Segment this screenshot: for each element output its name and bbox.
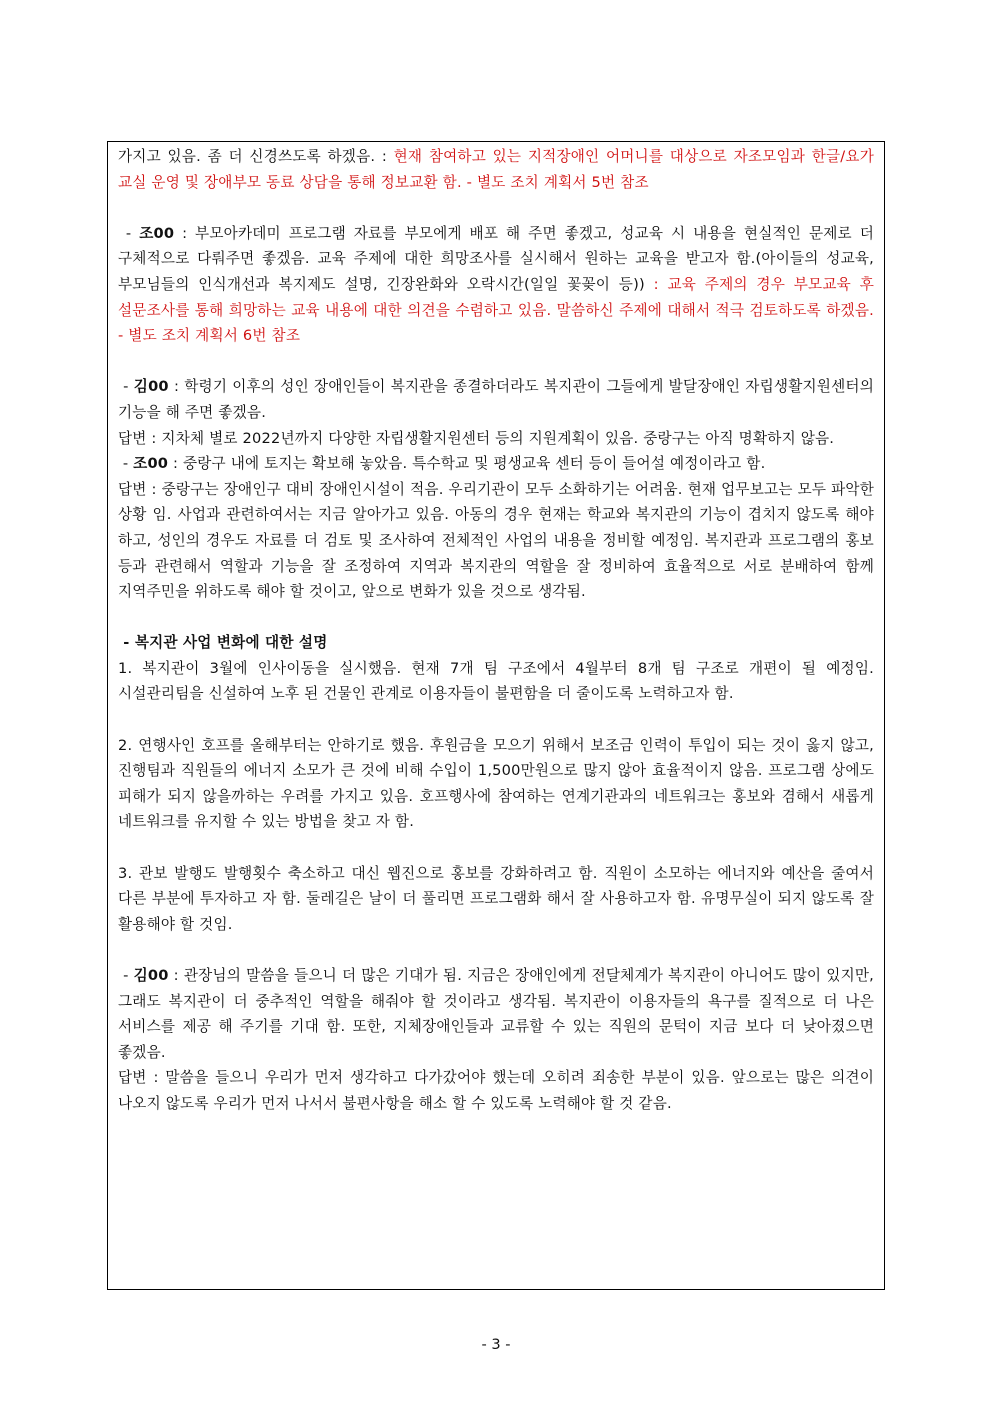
paragraph: [118, 477, 879, 605]
minutes-content-box: [107, 141, 885, 1290]
text-run: : 학령기 이후의 성인 장애인들이 복지관을 종결하더라도 복지관이 그들에게 발달장애인 자립생활지원센터의 기능을 해 주면 좋겠음.: [118, 378, 879, 421]
blank-line: [118, 349, 874, 375]
speaker-label: - 복지관 사업 변화에 대한 설명: [118, 634, 328, 652]
text-run: : 중랑구 내에 토지는 확보해 놓았음. 특수학교 및 평생교육 센터 등이 들어설 예정이라고 함.: [168, 455, 766, 473]
speaker-label: 김00: [133, 378, 169, 396]
text-run: 3. 관보 발행도 발행횟수 축소하고 대신 웹진으로 홍보를 강화하려고 함. 직원이 소모하는 에너지와 예산을 줄여서 다른 부분에 투자하고 자 함. 둘레길은 날이 더 풀리면 프로그램화 해서 잘 사용하고자 함. 유명무실이 되지 않도록 잘 활용해야 할 것임.: [118, 864, 879, 933]
text-run: -: [118, 455, 134, 473]
paragraph: [118, 1065, 879, 1116]
speaker-label: 김00: [133, 967, 169, 984]
page-number: - 3 -: [481, 1336, 511, 1353]
text-run: 가지고 있음. 좀 더 신경쓰도록 하겠음. :: [118, 148, 394, 165]
paragraph: [118, 221, 879, 349]
text-run: 1. 복지관이 3월에 인사이동을 실시했음. 현재 7개 팀 구조에서 4월부터 8개 팀 구조로 개편이 될 예정임. 시설관리팀을 신설하여 노후 된 건물인 관계로 이용자들이 불편함을 더 줄이도록 노력하고자 함.: [118, 659, 879, 703]
text-run: -: [118, 967, 134, 984]
blank-line: [118, 835, 874, 861]
text-run: -: [118, 378, 134, 396]
blank-line: [118, 195, 874, 221]
paragraph: [118, 451, 874, 477]
response-text-red: 현재 참여하고 있는 지적장애인 어머니를 대상으로 자조모임과 한글/요가 교실 운영 및 장애부모 동료 상담을 통해 정보교환 함. - 별도 조치 계획서 5번 참조: [118, 148, 879, 191]
text-run: 답변 : 말씀을 들으니 우리가 먼저 생각하고 다가갔어야 했는데 오히려 죄송한 부분이 있음. 앞으로는 많은 의견이 나오지 않도록 우리가 먼저 나서서 불편사항을 해소 할 수 있도록 노력해야 할 것 같음.: [118, 1069, 879, 1112]
text-run: 답변 : 중랑구는 장애인구 대비 장애인시설이 적음. 우리기관이 모두 소화하기는 어려움. 현재 업무보고는 모두 파악한 상황 임. 사업과 관련하여서는 지금 알아가고 있음. 아동의 경우 현재는 학교와 복지관의 기능이 겹치지 않도록 해야 하고, 성인의 경우도 자료를 더 검토 및 조사하여 전체적인 사업의 내용을 정비할 예정임. 복지관과 프로그램의 홍보 등과 관련해서 역할과 기능을 잘 조정하여 지역과 복지관의 역할을 잘 정비하여 효율적으로 서로 분배하여 함께 지역주민을 위하도록 해야 할 것이고, 앞으로 변화가 있을 것으로 생각됨.: [118, 480, 879, 601]
text-run: 2. 연행사인 호프를 올해부터는 안하기로 했음. 후원금을 모으기 위해서 보조금 인력이 투입이 되는 것이 옳지 않고, 진행팀과 직원들의 에너지 소모가 큰 것에 비해 수입이 1,500만원으로 많지 않아 효율적이지 않음. 프로그램 상에도 피해가 되지 않을까하는 우려를 가지고 있음. 호프행사에 참여하는 연계기관과의 네트워크는 홍보와 겸해서 새롭게 네트워크를 유지할 수 있는 방법을 찾고 자 함.: [118, 736, 879, 831]
paragraph: [118, 733, 879, 835]
blank-line: [118, 605, 874, 631]
blank-line: [118, 707, 874, 733]
text-run: : 부모아카데미 프로그램 자료를 부모에게 배포 해 주면 좋겠고, 성교육 시 내용을 현실적인 문제로 더 구체적으로 다뤄주면 좋겠음. 교육 주제에 대한 희망조사를 실시해서 원하는 교육을 받고자 함.(아이들의 성교육, 부모님들의 인식개선과 복지제도 설명, 긴장완화와 오락시간(일일 꽃꽂이 등)): [118, 224, 879, 293]
paragraph: [118, 963, 879, 1065]
speaker-label: 조00: [139, 224, 175, 242]
paragraph: [118, 426, 874, 452]
paragraph: [118, 144, 879, 195]
paragraph: [118, 861, 879, 938]
speaker-label: 조00: [133, 455, 169, 473]
paragraph: [118, 630, 874, 656]
text-run: : 관장님의 말씀을 들으니 더 많은 기대가 됨. 지금은 장애인에게 전달체계가 복지관이 아니어도 많이 있지만, 그래도 복지관이 더 중추적인 역할을 해줘야 할 것이라고 생각됨. 복지관이 이용자들의 욕구를 질적으로 더 나은 서비스를 제공 해 주기를 기대 함. 또한, 지체장애인들과 교류할 수 있는 직원의 문턱이 지금 보다 더 낮아졌으면 좋겠음.: [118, 967, 879, 1061]
blank-line: [118, 937, 874, 963]
paragraph: [118, 374, 879, 425]
text-run: -: [118, 224, 140, 242]
text-run: 답변 : 지차체 별로 2022년까지 다양한 자립생활지원센터 등의 지원계획이 있음. 중랑구는 아직 명확하지 않음.: [118, 429, 835, 447]
paragraph: [118, 656, 879, 707]
response-text-red: : 교육 주제의 경우 부모교육 후 설문조사를 통해 희망하는 교육 내용에 대한 의견을 수렴하고 있음. 말씀하신 주제에 대해서 적극 검토하도록 하겠음. - 별도 조치 계획서 6번 참조: [118, 275, 879, 345]
